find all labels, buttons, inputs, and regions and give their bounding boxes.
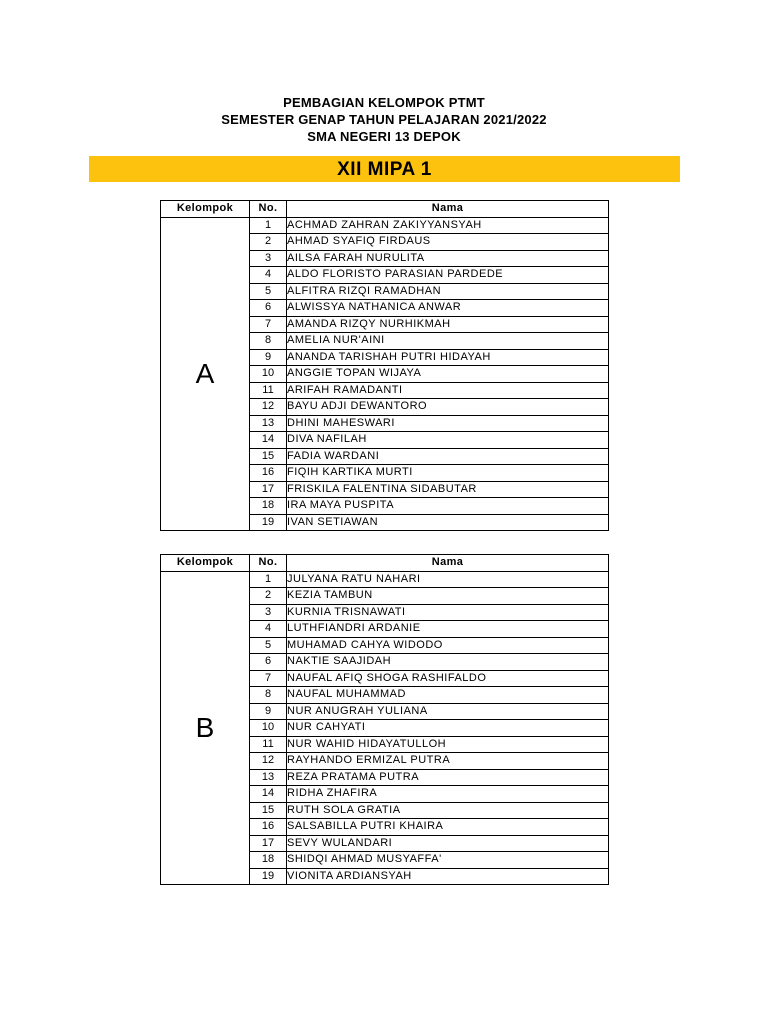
row-number: 16 (250, 819, 287, 836)
class-name-banner: XII MIPA 1 (89, 156, 680, 182)
student-name: ANGGIE TOPAN WIJAYA (287, 366, 609, 383)
student-name: AMANDA RIZQY NURHIKMAH (287, 316, 609, 333)
row-number: 9 (250, 703, 287, 720)
column-header-group: Kelompok (161, 201, 250, 218)
row-number: 11 (250, 736, 287, 753)
row-number: 2 (250, 588, 287, 605)
student-name: LUTHFIANDRI ARDANIE (287, 621, 609, 638)
student-name: IVAN SETIAWAN (287, 514, 609, 531)
student-name: ARIFAH RAMADANTI (287, 382, 609, 399)
student-name: DIVA NAFILAH (287, 432, 609, 449)
row-number: 5 (250, 637, 287, 654)
header-semester: SEMESTER GENAP TAHUN PELAJARAN 2021/2022 (221, 112, 547, 127)
row-number: 9 (250, 349, 287, 366)
student-name: NUR ANUGRAH YULIANA (287, 703, 609, 720)
group-table-b (160, 554, 609, 885)
row-number: 18 (250, 852, 287, 869)
row-number: 7 (250, 316, 287, 333)
row-number: 4 (250, 621, 287, 638)
column-header-no: No. (250, 555, 287, 572)
row-number: 13 (250, 415, 287, 432)
row-number: 12 (250, 399, 287, 416)
table-header-row (161, 201, 609, 218)
student-name: FADIA WARDANI (287, 448, 609, 465)
student-name: VIONITA ARDIANSYAH (287, 868, 609, 885)
row-number: 3 (250, 604, 287, 621)
row-number: 13 (250, 769, 287, 786)
student-name: RIDHA ZHAFIRA (287, 786, 609, 803)
column-header-name: Nama (287, 201, 609, 218)
student-name: NAKTIE SAAJIDAH (287, 654, 609, 671)
student-name: NUR WAHID HIDAYATULLOH (287, 736, 609, 753)
row-number: 14 (250, 432, 287, 449)
student-name: SALSABILLA PUTRI KHAIRA (287, 819, 609, 836)
student-name: FIQIH KARTIKA MURTI (287, 465, 609, 482)
student-name: RUTH SOLA GRATIA (287, 802, 609, 819)
table-row (161, 217, 609, 234)
student-name: SEVY WULANDARI (287, 835, 609, 852)
student-name: ANANDA TARISHAH PUTRI HIDAYAH (287, 349, 609, 366)
group-table-a (160, 200, 609, 531)
row-number: 19 (250, 868, 287, 885)
row-number: 15 (250, 448, 287, 465)
row-number: 10 (250, 366, 287, 383)
student-name: REZA PRATAMA PUTRA (287, 769, 609, 786)
group-label: B (161, 571, 250, 885)
column-header-group: Kelompok (161, 555, 250, 572)
student-name: DHINI MAHESWARI (287, 415, 609, 432)
row-number: 15 (250, 802, 287, 819)
row-number: 17 (250, 481, 287, 498)
student-name: FRISKILA FALENTINA SIDABUTAR (287, 481, 609, 498)
student-name: MUHAMAD CAHYA WIDODO (287, 637, 609, 654)
row-number: 1 (250, 217, 287, 234)
row-number: 8 (250, 333, 287, 350)
student-name: IRA MAYA PUSPITA (287, 498, 609, 515)
header-school: SMA NEGERI 13 DEPOK (307, 129, 461, 144)
row-number: 16 (250, 465, 287, 482)
row-number: 18 (250, 498, 287, 515)
student-name: RAYHANDO ERMIZAL PUTRA (287, 753, 609, 770)
student-name: ALWISSYA NATHANICA ANWAR (287, 300, 609, 317)
student-name: NUR CAHYATI (287, 720, 609, 737)
row-number: 4 (250, 267, 287, 284)
student-name: ALDO FLORISTO PARASIAN PARDEDE (287, 267, 609, 284)
row-number: 14 (250, 786, 287, 803)
student-name: AHMAD SYAFIQ FIRDAUS (287, 234, 609, 251)
row-number: 7 (250, 670, 287, 687)
row-number: 6 (250, 654, 287, 671)
student-name: AILSA FARAH NURULITA (287, 250, 609, 267)
row-number: 19 (250, 514, 287, 531)
student-name: JULYANA RATU NAHARI (287, 571, 609, 588)
student-name: KEZIA TAMBUN (287, 588, 609, 605)
header-title: PEMBAGIAN KELOMPOK PTMT (283, 95, 485, 110)
table-row (161, 571, 609, 588)
row-number: 12 (250, 753, 287, 770)
row-number: 2 (250, 234, 287, 251)
student-name: NAUFAL MUHAMMAD (287, 687, 609, 704)
table-header-row (161, 555, 609, 572)
student-name: NAUFAL AFIQ SHOGA RASHIFALDO (287, 670, 609, 687)
row-number: 17 (250, 835, 287, 852)
row-number: 6 (250, 300, 287, 317)
row-number: 10 (250, 720, 287, 737)
student-name: AMELIA NUR'AINI (287, 333, 609, 350)
student-name: KURNIA TRISNAWATI (287, 604, 609, 621)
student-name: BAYU ADJI DEWANTORO (287, 399, 609, 416)
student-name: ACHMAD ZAHRAN ZAKIYYANSYAH (287, 217, 609, 234)
student-name: ALFITRA RIZQI RAMADHAN (287, 283, 609, 300)
group-label: A (161, 217, 250, 531)
document-header (0, 94, 768, 145)
row-number: 1 (250, 571, 287, 588)
column-header-no: No. (250, 201, 287, 218)
row-number: 5 (250, 283, 287, 300)
column-header-name: Nama (287, 555, 609, 572)
row-number: 8 (250, 687, 287, 704)
row-number: 11 (250, 382, 287, 399)
row-number: 3 (250, 250, 287, 267)
student-name: SHIDQI AHMAD MUSYAFFA' (287, 852, 609, 869)
